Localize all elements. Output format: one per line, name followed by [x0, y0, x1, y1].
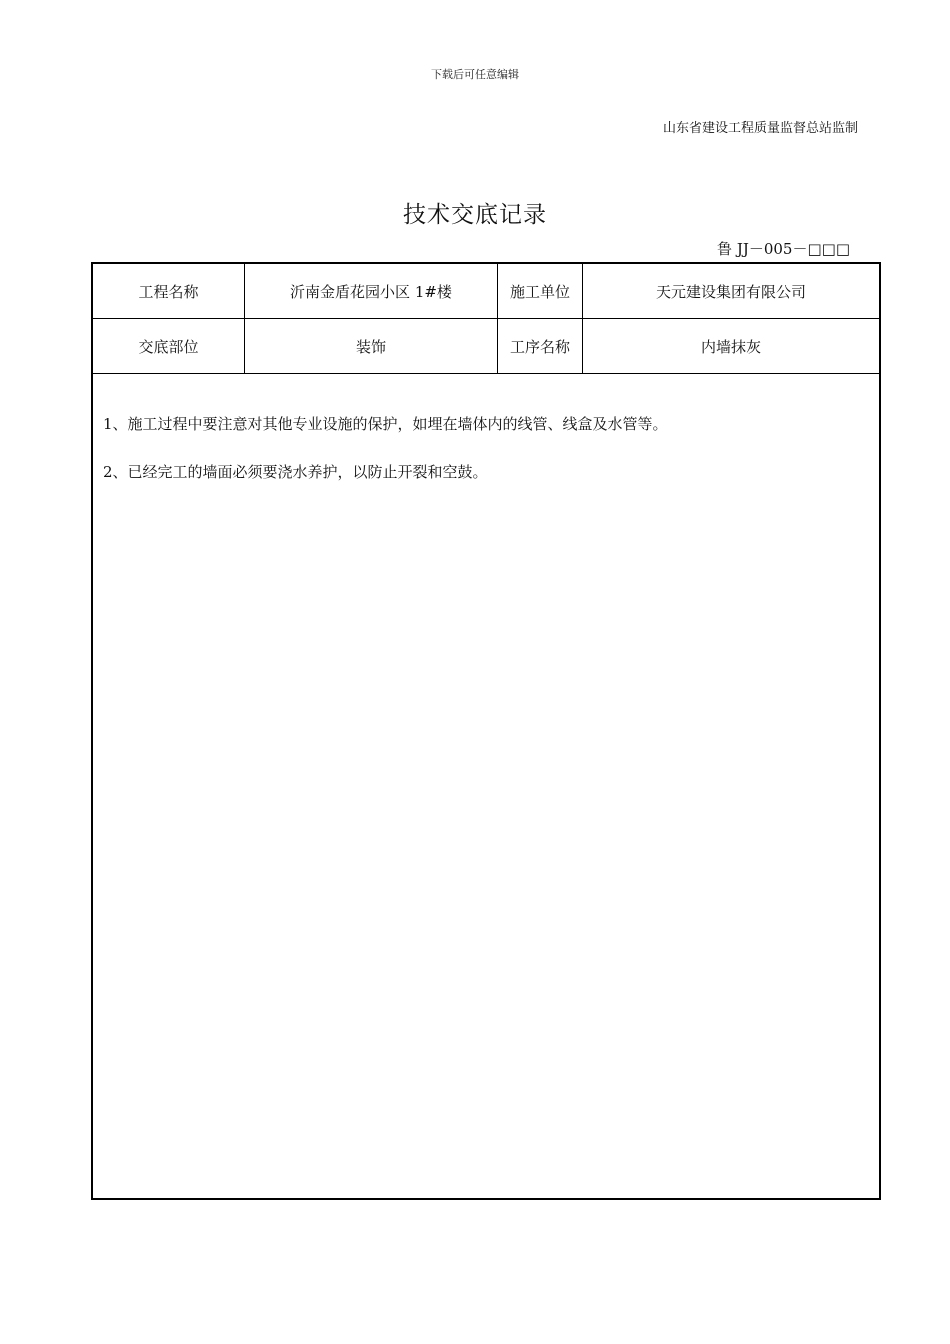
- record-form-table: [91, 262, 881, 1200]
- project-name-value: 沂南金盾花园小区 1#楼: [245, 264, 498, 318]
- content-item-1: 1、施工过程中要注意对其他专业设施的保护，如埋在墙体内的线管、线盒及水管等。: [103, 415, 668, 433]
- briefing-part-value: 装饰: [245, 319, 498, 373]
- project-name-label: 工程名称: [93, 264, 245, 318]
- document-code: 鲁 JJ－005－□□□: [717, 240, 850, 258]
- document-title: 技术交底记录: [403, 202, 547, 228]
- process-name-value: 内墙抹灰: [700, 337, 761, 356]
- briefing-content: [93, 374, 879, 1198]
- table-row-part: [93, 319, 879, 374]
- process-name-label: 工序名称: [498, 319, 583, 373]
- header-note: 下载后可任意编辑: [431, 68, 519, 81]
- content-item-2: 2、已经完工的墙面必须要浇水养护，以防止开裂和空鼓。: [103, 463, 488, 481]
- supervisor-label: 山东省建设工程质量监督总站监制: [662, 121, 858, 136]
- construction-unit-label: 施工单位: [498, 264, 583, 318]
- table-row-project: [93, 264, 879, 319]
- construction-unit-value: 天元建设集团有限公司: [655, 282, 806, 301]
- briefing-part-label: 交底部位: [93, 319, 245, 373]
